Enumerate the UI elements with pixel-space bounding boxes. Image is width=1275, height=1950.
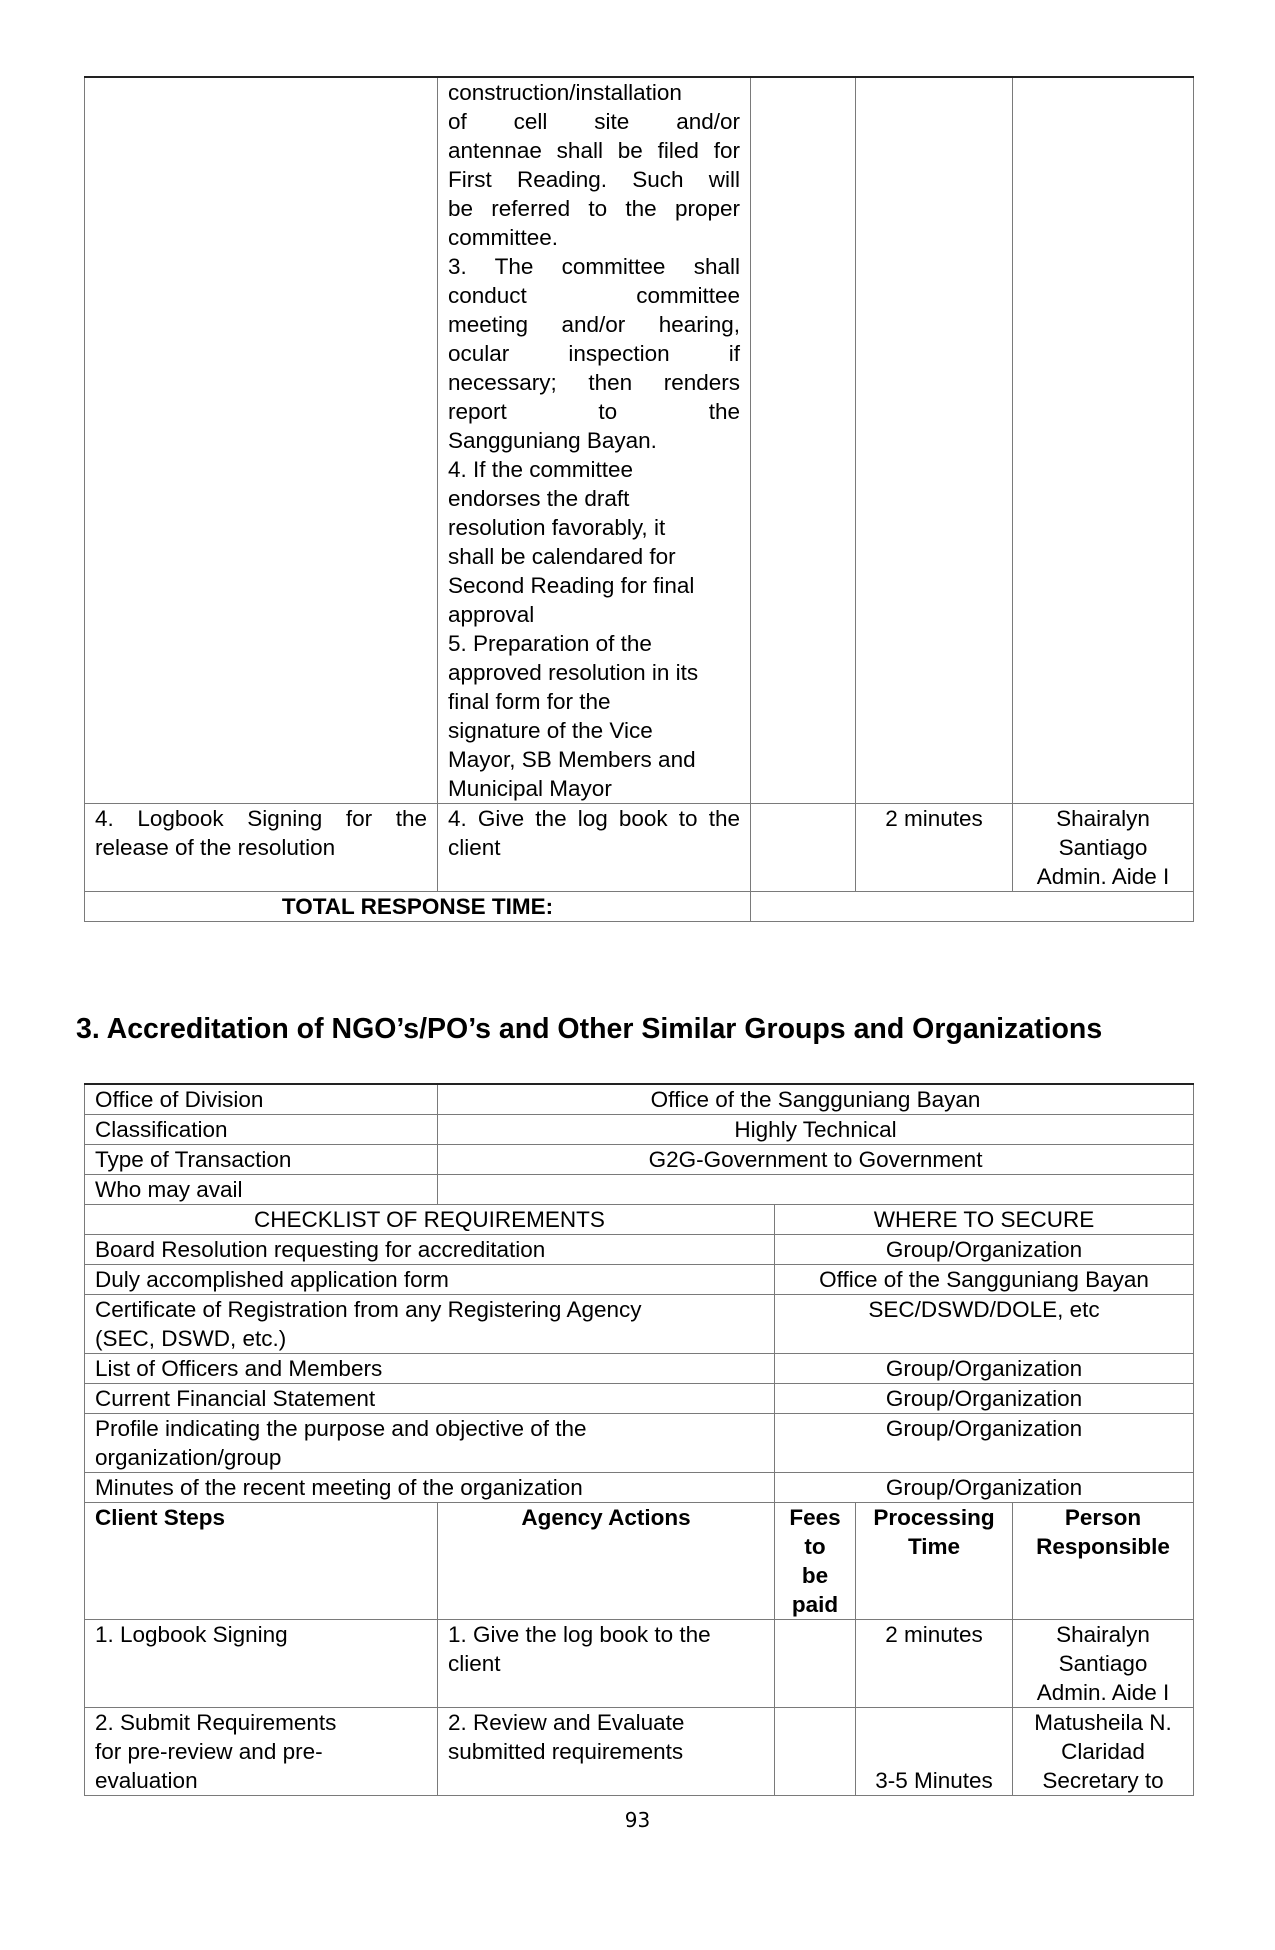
- checklist-row: [85, 1473, 1194, 1503]
- fees-header-line: be: [801, 1563, 829, 1588]
- total-response-value: [751, 892, 1194, 922]
- info-value: Highly Technical: [438, 1115, 1194, 1145]
- processing-header-line: Processing: [873, 1505, 995, 1530]
- agency-action-line: necessary; then renders: [448, 370, 740, 395]
- agency-action-line: ocular inspection if: [448, 341, 740, 366]
- agency-action-line: approval: [448, 602, 535, 627]
- person-responsible-header: [1013, 1503, 1194, 1620]
- continued-steps-table: [84, 76, 1194, 922]
- agency-action-cell: 4. Give the log book to the client: [438, 804, 751, 892]
- agency-action-line: 4. If the committee: [448, 457, 634, 482]
- section-heading: 3. Accreditation of NGO’s/PO’s and Other Similar Groups and Organizations: [76, 1013, 1103, 1045]
- agency-action-line: report to the: [448, 399, 740, 424]
- info-value: [438, 1175, 1194, 1205]
- agency-action-line: conduct committee: [448, 283, 740, 308]
- processing-time-cell: 3-5 Minutes: [856, 1708, 1013, 1796]
- agency-action-line: resolution favorably, it: [448, 515, 666, 540]
- checklist-row: [85, 1384, 1194, 1414]
- person-name-line: Matusheila N.: [1034, 1710, 1172, 1735]
- where-cell: Group/Organization: [775, 1384, 1194, 1414]
- agency-action-line: antennae shall be filed for: [448, 138, 740, 163]
- client-step-cell: 4. Logbook Signing for the release of the resolution: [85, 804, 438, 892]
- agency-action-line: endorses the draft: [448, 486, 630, 511]
- info-row: [85, 1175, 1194, 1205]
- requirement-cell: Profile indicating the purpose and objective of the organization/group: [85, 1414, 775, 1473]
- agency-action-cell: 1. Give the log book to the client: [438, 1620, 775, 1708]
- person-responsible-cell: [1013, 77, 1194, 804]
- checklist-row: [85, 1235, 1194, 1265]
- where-cell: SEC/DSWD/DOLE, etc: [775, 1295, 1194, 1354]
- processing-time-cell: 2 minutes: [856, 1620, 1013, 1708]
- agency-action-line: Sangguniang Bayan.: [448, 428, 657, 453]
- info-label: Who may avail: [85, 1175, 438, 1205]
- fees-header-line: Fees: [789, 1505, 841, 1530]
- info-row: [85, 1115, 1194, 1145]
- requirement-cell: Minutes of the recent meeting of the organization: [85, 1473, 775, 1503]
- where-cell: Group/Organization: [775, 1473, 1194, 1503]
- requirement-cell: Current Financial Statement: [85, 1384, 775, 1414]
- requirement-cell: Duly accomplished application form: [85, 1265, 775, 1295]
- where-cell: Group/Organization: [775, 1354, 1194, 1384]
- agency-action-line: construction/installation: [448, 80, 682, 105]
- requirement-cell: List of Officers and Members: [85, 1354, 775, 1384]
- info-label: Classification: [85, 1115, 438, 1145]
- info-row: [85, 1084, 1194, 1115]
- info-value: Office of the Sangguniang Bayan: [438, 1084, 1194, 1115]
- checklist-row: [85, 1265, 1194, 1295]
- fees-cell: [751, 77, 856, 804]
- person-name-line: Santiago: [1058, 835, 1148, 860]
- person-header-line: Person: [1064, 1505, 1142, 1530]
- client-step-cell: 2. Submit Requirements for pre-review and pre-evaluation: [85, 1708, 438, 1796]
- table-row: [85, 77, 1194, 804]
- where-cell: Group/Organization: [775, 1235, 1194, 1265]
- agency-action-line: Second Reading for final: [448, 573, 695, 598]
- processing-time-header: [856, 1503, 1013, 1620]
- agency-actions-header: Agency Actions: [438, 1503, 775, 1620]
- checklist-row: [85, 1414, 1194, 1473]
- agency-action-cell: [438, 77, 751, 804]
- agency-action-line: signature of the Vice: [448, 718, 653, 743]
- fees-header-line: paid: [791, 1592, 839, 1617]
- info-label: Type of Transaction: [85, 1145, 438, 1175]
- client-step-cell: [85, 77, 438, 804]
- agency-action-line: committee.: [448, 225, 559, 250]
- agency-action-line: First Reading. Such will: [448, 167, 740, 192]
- checklist-requirements-header: CHECKLIST OF REQUIREMENTS: [85, 1205, 775, 1235]
- fees-cell: [775, 1620, 856, 1708]
- person-title-line: Admin. Aide I: [1036, 1680, 1170, 1705]
- accreditation-table: [84, 1083, 1194, 1796]
- where-cell: Office of the Sangguniang Bayan: [775, 1265, 1194, 1295]
- fees-header-line: to: [804, 1534, 826, 1559]
- where-cell: Group/Organization: [775, 1414, 1194, 1473]
- client-steps-header: Client Steps: [85, 1503, 438, 1620]
- total-response-row: [85, 892, 1194, 922]
- person-responsible-cell: [1013, 1620, 1194, 1708]
- processing-time-cell: [856, 77, 1013, 804]
- person-title-line: Secretary to: [1042, 1768, 1164, 1793]
- checklist-row: [85, 1295, 1194, 1354]
- checklist-header-row: [85, 1205, 1194, 1235]
- agency-action-line: meeting and/or hearing,: [448, 312, 740, 337]
- agency-action-line: 5. Preparation of the: [448, 631, 652, 656]
- person-name-line: Shairalyn: [1056, 806, 1150, 831]
- agency-action-line: final form for the: [448, 689, 611, 714]
- agency-action-line: shall be calendared for: [448, 544, 676, 569]
- steps-header-row: [85, 1503, 1194, 1620]
- person-responsible-cell: [1013, 1708, 1194, 1796]
- processing-header-line: Time: [907, 1534, 961, 1559]
- person-name-line: Claridad: [1061, 1739, 1145, 1764]
- table-row: [85, 804, 1194, 892]
- total-response-label: TOTAL RESPONSE TIME:: [85, 892, 751, 922]
- requirement-cell: Certificate of Registration from any Registering Agency (SEC, DSWD, etc.): [85, 1295, 775, 1354]
- fees-cell: [751, 804, 856, 892]
- agency-action-line: 3. The committee shall: [448, 254, 740, 279]
- client-step-cell: 1. Logbook Signing: [85, 1620, 438, 1708]
- person-name-line: Shairalyn: [1056, 1622, 1150, 1647]
- processing-time-cell: 2 minutes: [856, 804, 1013, 892]
- person-responsible-cell: [1013, 804, 1194, 892]
- person-header-line: Responsible: [1036, 1534, 1170, 1559]
- step-row: [85, 1708, 1194, 1796]
- info-label: Office of Division: [85, 1084, 438, 1115]
- agency-action-line: of cell site and/or: [448, 109, 740, 134]
- fees-cell: [775, 1708, 856, 1796]
- agency-action-line: Mayor, SB Members and: [448, 747, 696, 772]
- requirement-cell: Board Resolution requesting for accreditation: [85, 1235, 775, 1265]
- where-to-secure-header: WHERE TO SECURE: [775, 1205, 1194, 1235]
- checklist-row: [85, 1354, 1194, 1384]
- agency-action-line: be referred to the proper: [448, 196, 740, 221]
- agency-action-line: approved resolution in its: [448, 660, 699, 685]
- info-value: G2G-Government to Government: [438, 1145, 1194, 1175]
- info-row: [85, 1145, 1194, 1175]
- fees-header: [775, 1503, 856, 1620]
- agency-action-cell: 2. Review and Evaluate submitted requirements: [438, 1708, 775, 1796]
- step-row: [85, 1620, 1194, 1708]
- agency-action-line: Municipal Mayor: [448, 776, 612, 801]
- person-name-line: Santiago: [1058, 1651, 1148, 1676]
- page-number: 93: [624, 1808, 651, 1832]
- person-title-line: Admin. Aide I: [1036, 864, 1170, 889]
